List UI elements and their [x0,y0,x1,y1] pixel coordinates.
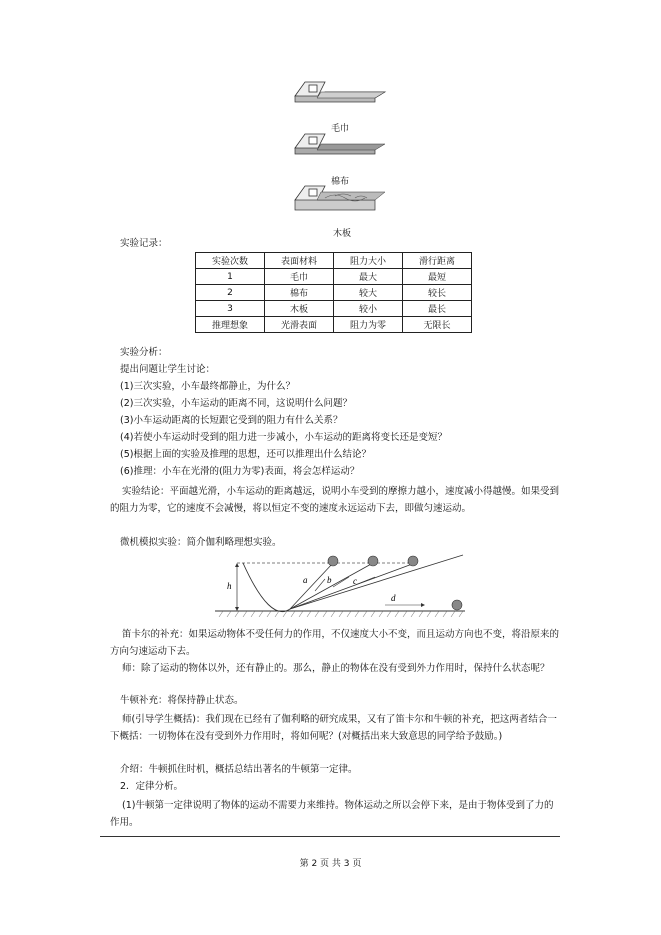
caption-towel: 毛巾 [330,124,349,134]
ground-hatch [215,611,463,617]
table-cell: 较大 [334,285,403,301]
table-cell: 最短 [403,269,472,285]
table-row [196,301,472,317]
table-row [196,269,472,285]
label-c: c [353,576,357,586]
table-cell: 阻力为零 [334,317,403,333]
ball-c [408,556,418,566]
question-1: (1)三次实验，小车最终都静止，为什么？ [120,381,295,392]
table-cell: 推理想象 [196,317,265,333]
galileo-diagram [215,553,475,619]
record-label: 实验记录： [120,238,168,249]
question-3: (3)小车运动距离的长短跟它受到的阻力有什么关系？ [120,415,343,426]
simulation-label: 微机模拟实验：简介伽利略理想实验。 [120,537,282,548]
table-header: 滑行距离 [403,253,472,269]
table-row [196,317,472,333]
table-cell: 最长 [403,301,472,317]
arrow-b [333,577,349,587]
table-cell: 棉布 [265,285,334,301]
cotton-setup-figure [295,134,385,154]
curved-track [243,563,290,612]
experiment-conclusion: 实验结论：平面越光滑，小车运动的距离越远，说明小车受到的摩擦力越小，速度减小得越慢。如果受到的阻力为零，它的速度不会减慢，将以恒定不变的速度永远运动下去，即做匀速运动。 [110,486,560,514]
table-row [196,285,472,301]
wood-setup-figure [295,186,385,210]
question-4: (4)若使小车运动时受到的阻力进一步减小，小车运动的距离将变长还是变短？ [120,432,447,443]
caption-cotton: 棉布 [330,177,349,187]
table-cell: 木板 [265,301,334,317]
ball-start [328,556,338,566]
footer-divider [100,836,560,837]
analysis-prompt: 提出问题让学生讨论： [120,364,216,375]
table-cell: 1 [196,269,265,285]
table-cell: 较长 [403,285,472,301]
table-cell: 较小 [334,301,403,317]
question-6: (6)推理：小车在光滑的(阻力为零)表面，将会怎样运动？ [120,466,360,477]
ball-b [368,556,378,566]
section-2-heading: 2．定律分析。 [120,781,184,792]
table-cell: 毛巾 [265,269,334,285]
law-analysis-1: (1)牛顿第一定律说明了物体的运动不需要力来维持。物体运动之所以会停下来，是由于物体受到了力的作用。 [110,800,554,828]
question-2: (2)三次实验，小车运动的距离不同，这说明什么问题？ [120,398,352,409]
experiment-figures [285,78,395,228]
analysis-title: 实验分析： [120,347,168,358]
descartes-supplement: 笛卡尔的补充：如果运动物体不受任何力的作用，不仅速度大小不变，而且运动方向也不变，将沿原来的方向匀速运动下去。 [110,629,560,657]
teacher-question: 师：除了运动的物体以外，还有静止的。那么，静止的物体在没有受到外力作用时，保持什么状态呢？ [122,663,550,674]
label-b: b [327,575,332,585]
question-5: (5)根据上面的实验及推理的思想，还可以推理出什么结论？ [120,449,371,460]
page-footer: 第 2 页 共 3 页 [299,859,362,869]
track-c [290,563,415,609]
table-cell: 3 [196,301,265,317]
introduction: 介绍：牛顿抓住时机，概括总结出著名的牛顿第一定律。 [120,764,358,775]
table-header: 阻力大小 [334,253,403,269]
table-cell: 光滑表面 [265,317,334,333]
table-header: 表面材料 [265,253,334,269]
table-cell: 2 [196,285,265,301]
label-a: a [303,575,308,585]
newton-supplement: 牛顿补充：将保持静止状态。 [120,695,244,706]
table-cell: 无限长 [403,317,472,333]
label-h: h [227,581,232,591]
table-header-row [196,253,472,269]
ball-d [452,600,462,610]
arrow-head [235,563,239,567]
arrow-head [235,607,239,611]
table-cell: 最大 [334,269,403,285]
arrow-head [421,603,425,607]
caption-wood: 木板 [332,229,351,239]
towel-setup-figure [295,82,385,102]
experiment-table [195,252,472,333]
label-d: d [391,593,396,603]
teacher-guidance: 师(引导学生概括)：我们现在已经有了伽利略的研究成果，又有了笛卡尔和牛顿的补充，把这两者结合一下概括：一切物体在没有受到外力作用时，将如何呢？(对概括出来大致意思的同学给予鼓励。) [110,714,557,742]
table-header: 实验次数 [196,253,265,269]
track-b [290,563,373,609]
